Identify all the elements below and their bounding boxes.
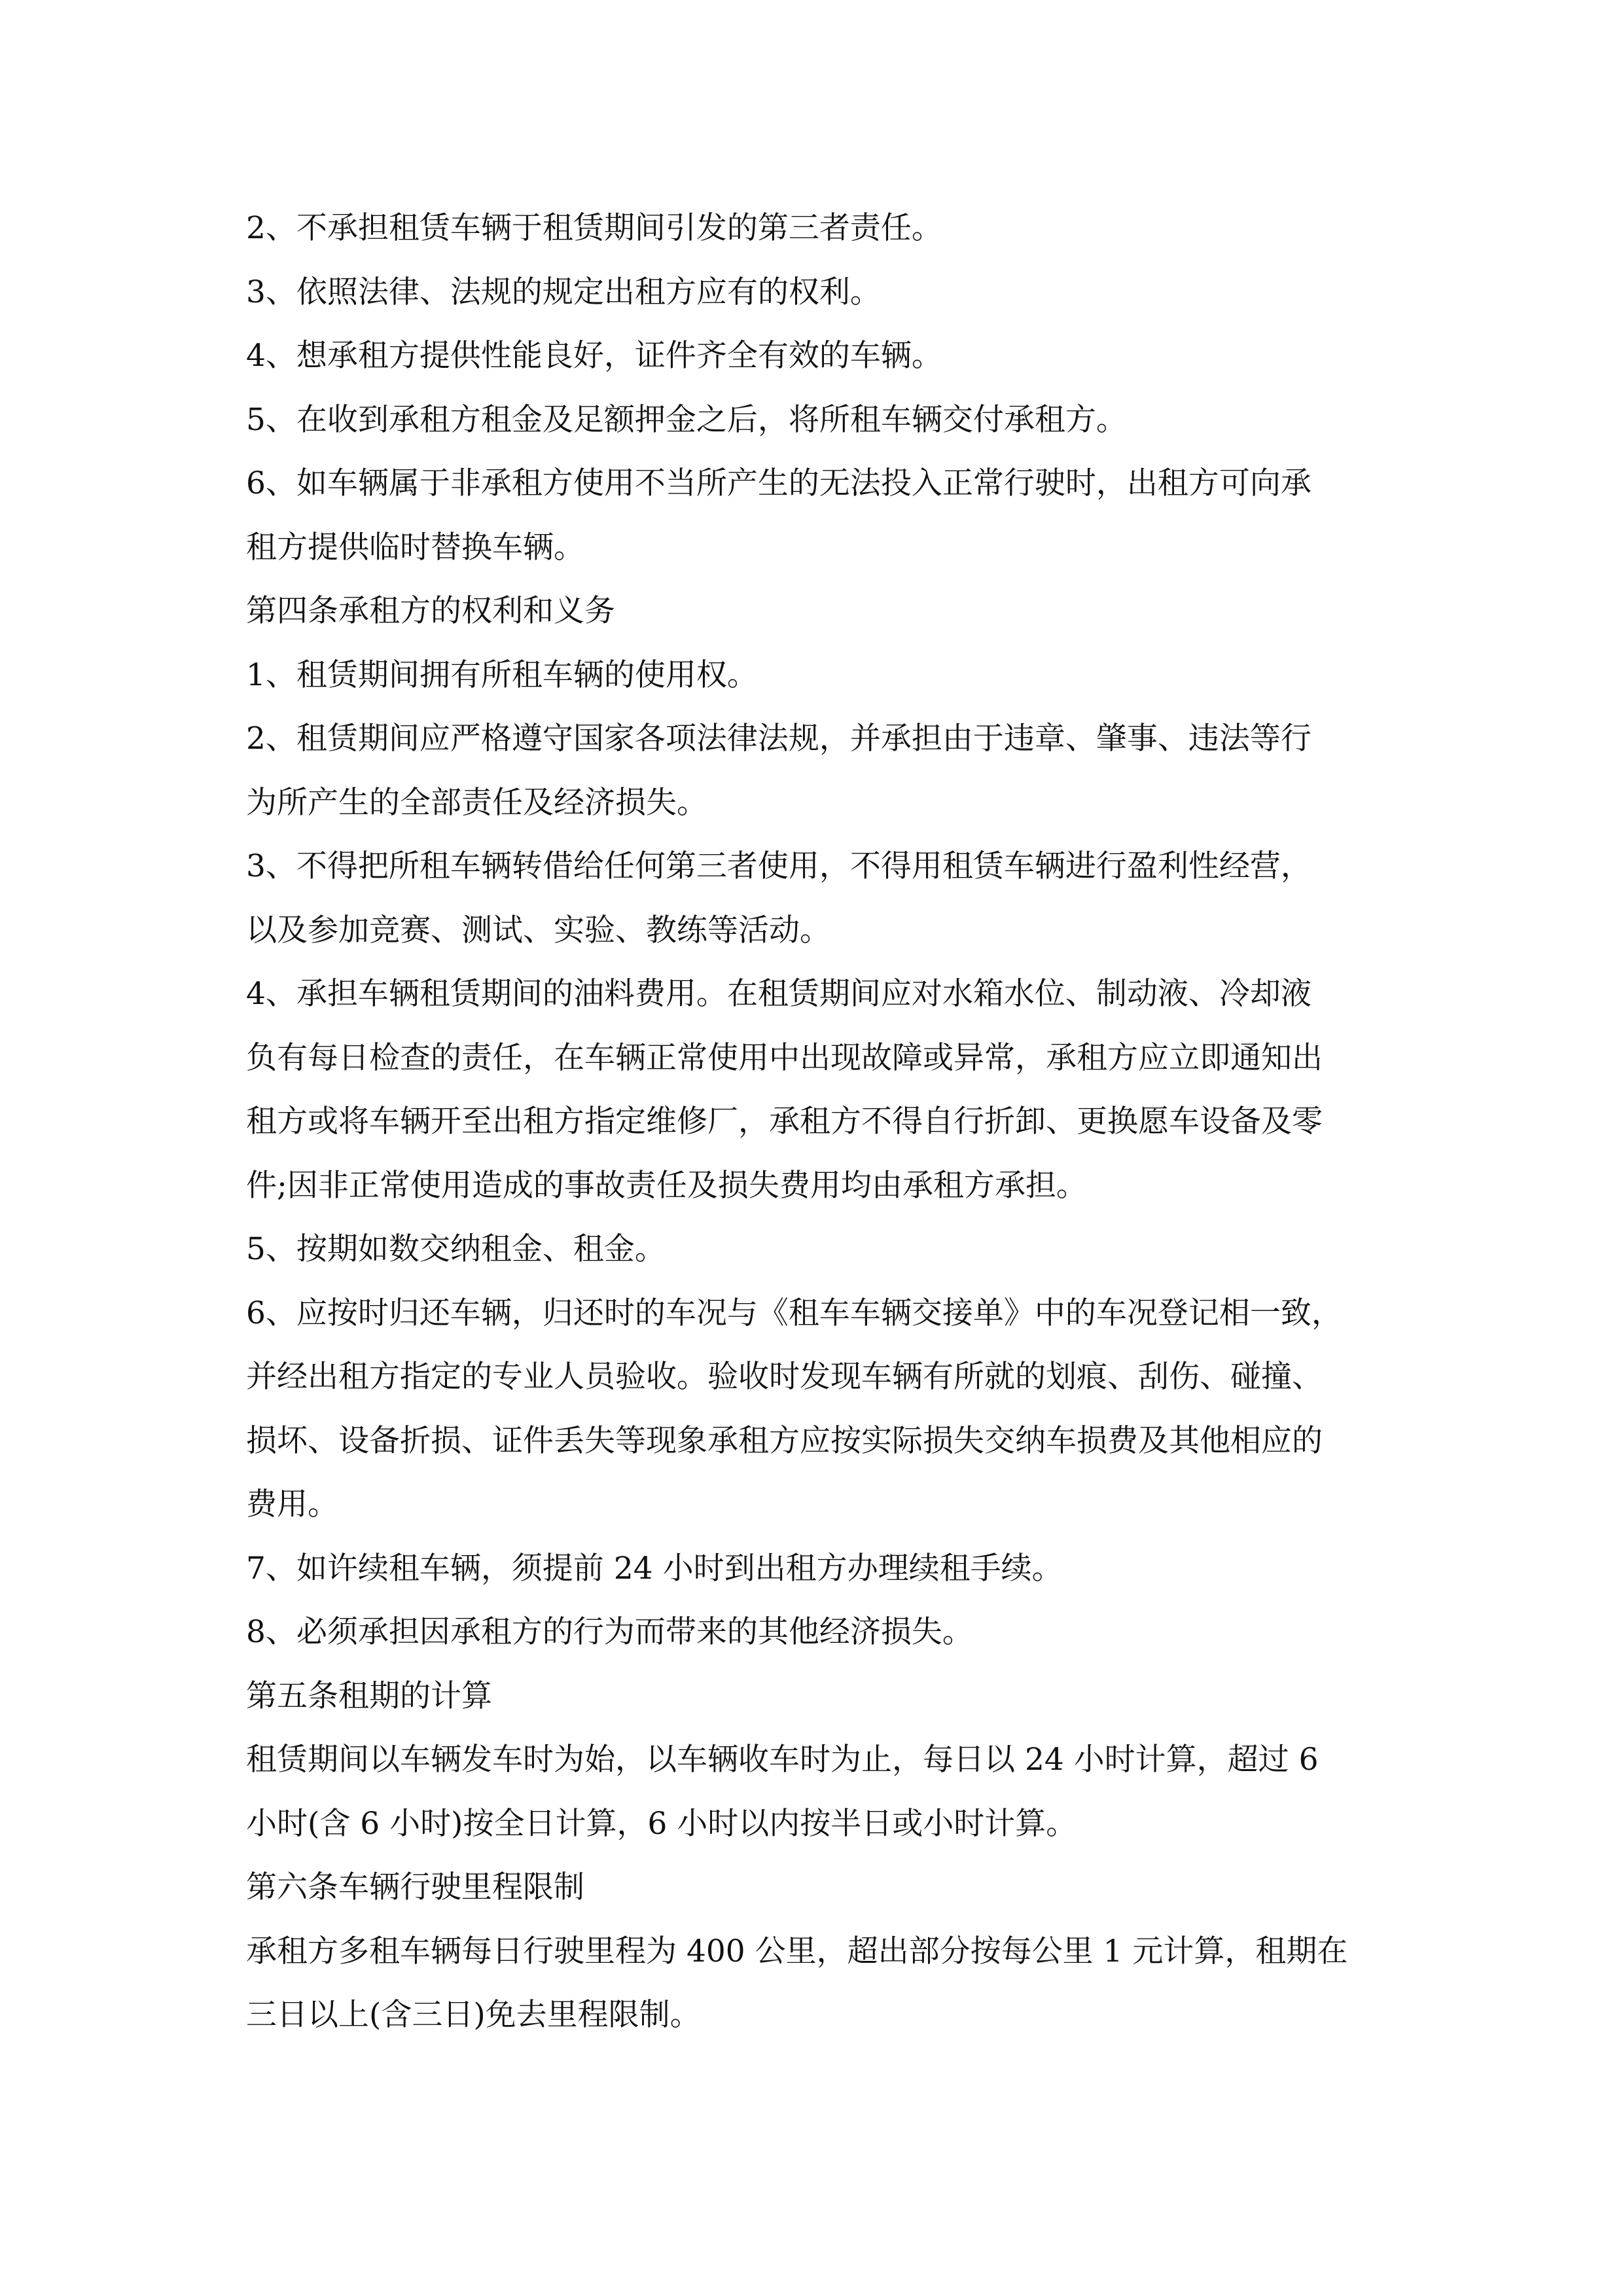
text-line: 为所产生的全部责任及经济损失。 <box>246 784 707 821</box>
text-line: 1、租赁期间拥有所租车辆的使用权。 <box>246 656 758 693</box>
text-line: 租赁期间以车辆发车时为始，以车辆收车时为止，每日以 24 小时计算，超过 6 <box>246 1742 1319 1778</box>
text-line: 承租方多租车辆每日行驶里程为 400 公里，超出部分按每公里 1 元计算，租期在 <box>246 1933 1348 1969</box>
text-line: 并经出租方指定的专业人员验收。验收时发现车辆有所就的划痕、刮伤、碰撞、 <box>246 1359 1323 1395</box>
text-line: 7、如许续租车辆，须提前 24 小时到出租方办理续租手续。 <box>246 1550 1063 1587</box>
section-heading: 第六条车辆行驶里程限制 <box>246 1869 584 1905</box>
text-line: 2、租赁期间应严格遵守国家各项法律法规，并承担由于违章、肇事、违法等行 <box>246 721 1311 757</box>
text-line: 费用。 <box>246 1486 338 1522</box>
text-line: 8、必须承担因承租方的行为而带来的其他经济损失。 <box>246 1614 973 1650</box>
document-body <box>246 196 1382 2047</box>
text-line: 租方或将车辆开至出租方指定维修厂，承租方不得自行折卸、更换愿车设备及零 <box>246 1103 1323 1139</box>
text-line: 损坏、设备折损、证件丢失等现象承租方应按实际损失交纳车损费及其他相应的 <box>246 1422 1323 1459</box>
section-heading: 第五条租期的计算 <box>246 1677 492 1714</box>
text-line: 4、想承租方提供性能良好，证件齐全有效的车辆。 <box>246 338 942 374</box>
text-line: 6、应按时归还车辆，归还时的车况与《租车车辆交接单》中的车况登记相一致， <box>246 1295 1342 1331</box>
text-line: 三日以上(含三日)免去里程限制。 <box>246 1997 701 2033</box>
text-line: 5、按期如数交纳租金、租金。 <box>246 1231 666 1267</box>
text-line: 6、如车辆属于非承租方使用不当所产生的无法投入正常行驶时，出租方可向承 <box>246 465 1311 501</box>
text-line: 负有每日检查的责任，在车辆正常使用中出现故障或异常，承租方应立即通知出 <box>246 1039 1323 1076</box>
text-line: 4、承担车辆租赁期间的油料费用。在租赁期间应对水箱水位、制动液、冷却液 <box>246 976 1311 1012</box>
section-heading: 第四条承租方的权利和义务 <box>246 593 615 629</box>
text-line: 小时(含 6 小时)按全日计算，6 小时以内按半日或小时计算。 <box>246 1805 1077 1842</box>
text-line: 件;因非正常使用造成的事故责任及损失费用均由承租方承担。 <box>246 1167 1087 1204</box>
text-line: 以及参加竞赛、测试、实验、教练等活动。 <box>246 912 830 948</box>
text-line: 5、在收到承租方租金及足额押金之后，将所租车辆交付承租方。 <box>246 401 1127 438</box>
text-line: 3、依照法律、法规的规定出租方应有的权利。 <box>246 274 881 310</box>
text-line: 3、不得把所租车辆转借给任何第三者使用，不得用租赁车辆进行盈利性经营， <box>246 848 1311 884</box>
text-line: 2、不承担租赁车辆于租赁期间引发的第三者责任。 <box>246 210 942 246</box>
text-line: 租方提供临时替换车辆。 <box>246 529 584 565</box>
